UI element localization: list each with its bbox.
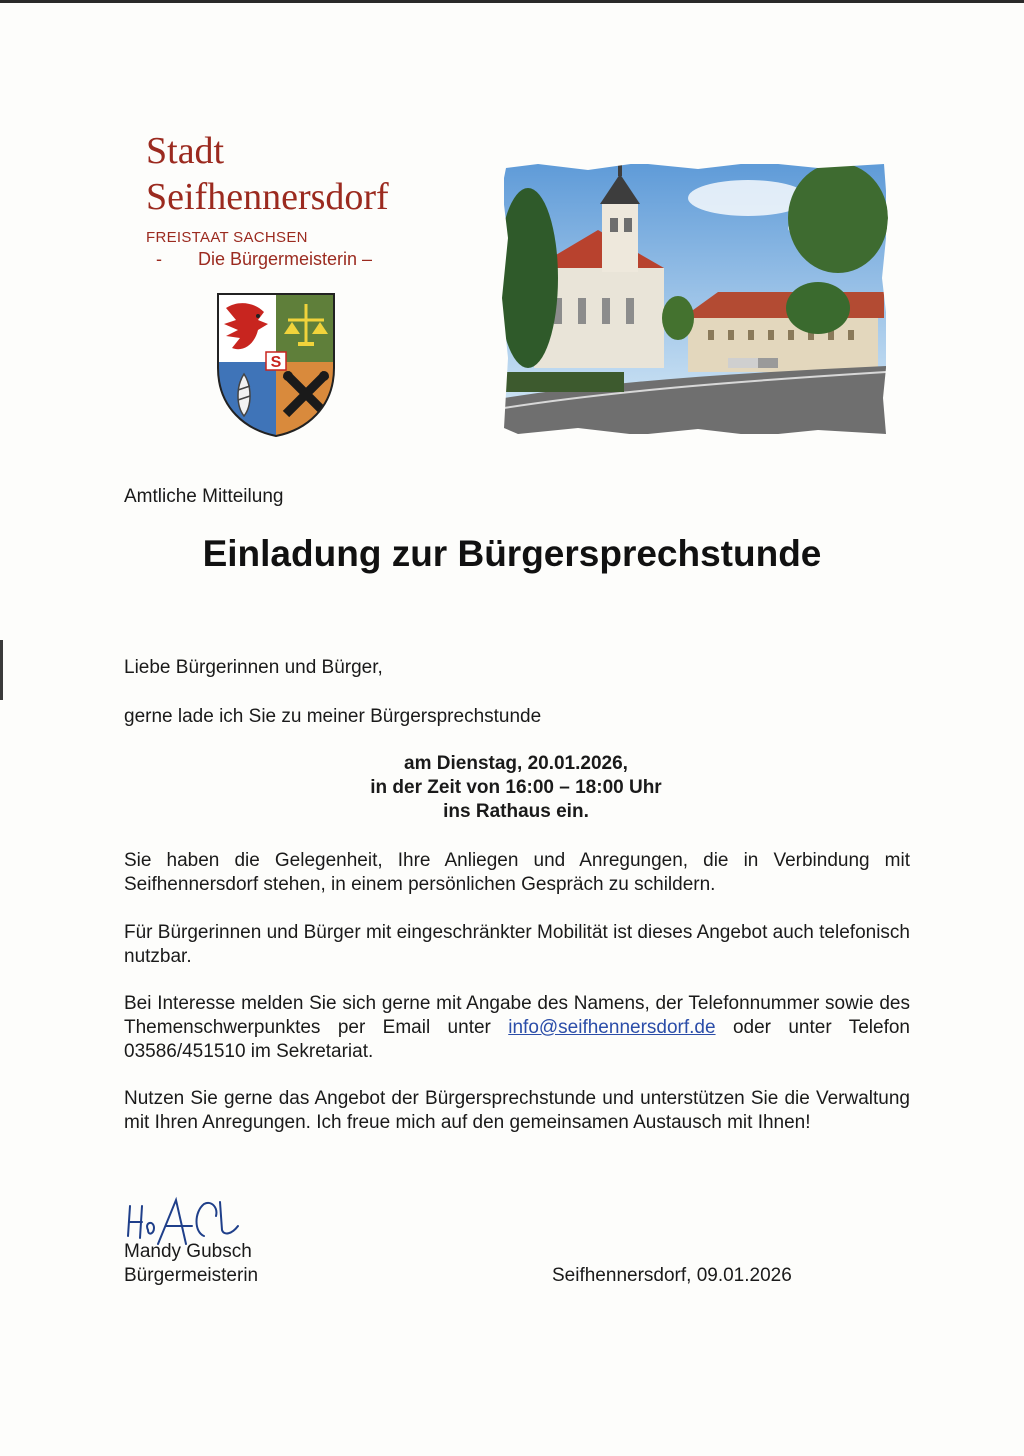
signer-title: Bürgermeisterin — [124, 1265, 259, 1286]
contact-text-after: oder unter Telefon 03586/451510 im Sekretariat. — [124, 1017, 910, 1062]
appointment-time: in der Zeit von 16:00 – 18:00 Uhr — [370, 777, 662, 798]
role-dash: - — [156, 249, 162, 269]
intro-text: gerne lade ich Sie zu meiner Bürgersprechstunde — [124, 706, 542, 727]
city-line-2: Seifhennersdorf — [146, 176, 389, 218]
coat-of-arms-icon — [214, 290, 338, 438]
appointment-date: am Dienstag, 20.01.2026, — [404, 753, 628, 774]
appointment-place: ins Rathaus ein. — [443, 801, 589, 822]
place-date: Seifhennersdorf, 09.01.2026 — [552, 1265, 792, 1286]
contact-text-before: Bei Interesse melden Sie sich gerne mit Angabe des Namens, der Telefonnummer sowie des Themenschwerpunktes per Email unter — [124, 993, 910, 1038]
email-link[interactable]: info@seifhennersdorf.de — [508, 1017, 716, 1038]
paragraph-mobility: Für Bürgerinnen und Bürger mit eingeschränkter Mobilität ist dieses Angebot auch telefonisch nutzbar. — [124, 922, 910, 967]
letterhead-state: FREISTAAT SACHSEN — [146, 229, 308, 246]
page-title: Einladung zur Bürgersprechstunde — [202, 533, 822, 574]
city-line-1: Stadt — [146, 130, 225, 172]
signer-name: Mandy Gubsch — [124, 1241, 252, 1262]
scan-edge-top — [0, 0, 1024, 3]
paragraph-opportunity: Sie haben die Gelegenheit, Ihre Anliegen und Anregungen, die in Verbindung mit Seifhennersdorf stehen, in einem persönlichen Gespräch zu schildern. — [124, 850, 910, 895]
role-text: Die Bürgermeisterin – — [198, 249, 373, 269]
coat-of-arms-letter: S — [270, 354, 282, 371]
town-photo — [498, 158, 892, 440]
letterhead-role — [156, 249, 372, 270]
letterhead-city — [146, 128, 389, 220]
salutation: Liebe Bürgerinnen und Bürger, — [124, 657, 383, 678]
paragraph-closing: Nutzen Sie gerne das Angebot der Bürgersprechstunde und unterstützen Sie die Verwaltung mit Ihren Anregungen. Ich freue mich auf den gemeinsamen Austausch mit Ihnen! — [124, 1088, 910, 1133]
appointment-details — [0, 752, 1024, 824]
scan-edge-mark — [0, 640, 3, 700]
paragraph-contact — [124, 992, 910, 1064]
notice-label: Amtliche Mitteilung — [124, 486, 284, 507]
